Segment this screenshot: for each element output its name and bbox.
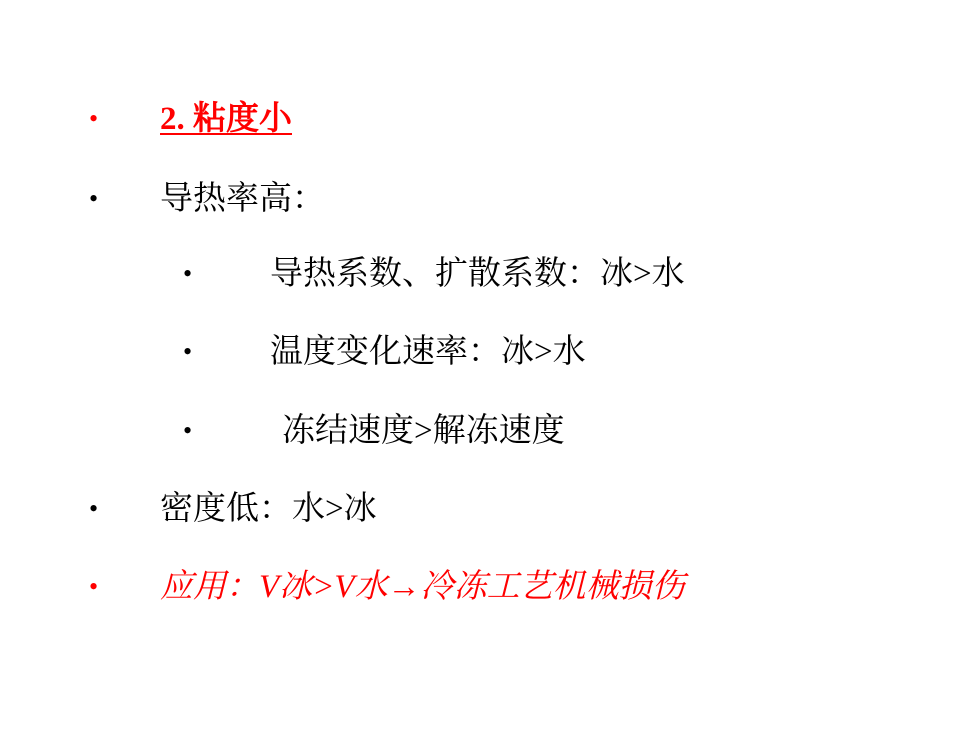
bullet-icon: •	[183, 416, 193, 445]
bullet-text: 冻结速度>解冻速度	[282, 413, 565, 449]
bullet-icon: •	[183, 259, 193, 288]
bullet-text: 2. 粘度小	[160, 101, 292, 137]
bullet-text: 应用：V冰>V水→冷冻工艺机械损伤	[160, 569, 685, 605]
bullet-text: 导热率高：	[160, 181, 325, 217]
bullet-item-application	[0, 562, 980, 612]
bullet-icon: •	[89, 184, 99, 213]
sub-bullet-item-coefficients	[0, 249, 980, 299]
bullet-icon: •	[89, 494, 99, 523]
bullet-icon: •	[89, 572, 99, 601]
bullet-item-viscosity	[0, 94, 980, 144]
bullet-text: 密度低：水>冰	[160, 491, 377, 527]
bullet-text: 温度变化速率：冰>水	[270, 334, 586, 370]
sub-bullet-item-temperature-rate	[0, 327, 980, 377]
bullet-item-thermal-conductivity	[0, 174, 980, 224]
bullet-icon: •	[89, 104, 99, 133]
sub-bullet-item-freezing-speed	[0, 406, 980, 456]
bullet-text: 导热系数、扩散系数：冰>水	[270, 256, 685, 292]
bullet-item-density	[0, 484, 980, 534]
bullet-icon: •	[183, 337, 193, 366]
